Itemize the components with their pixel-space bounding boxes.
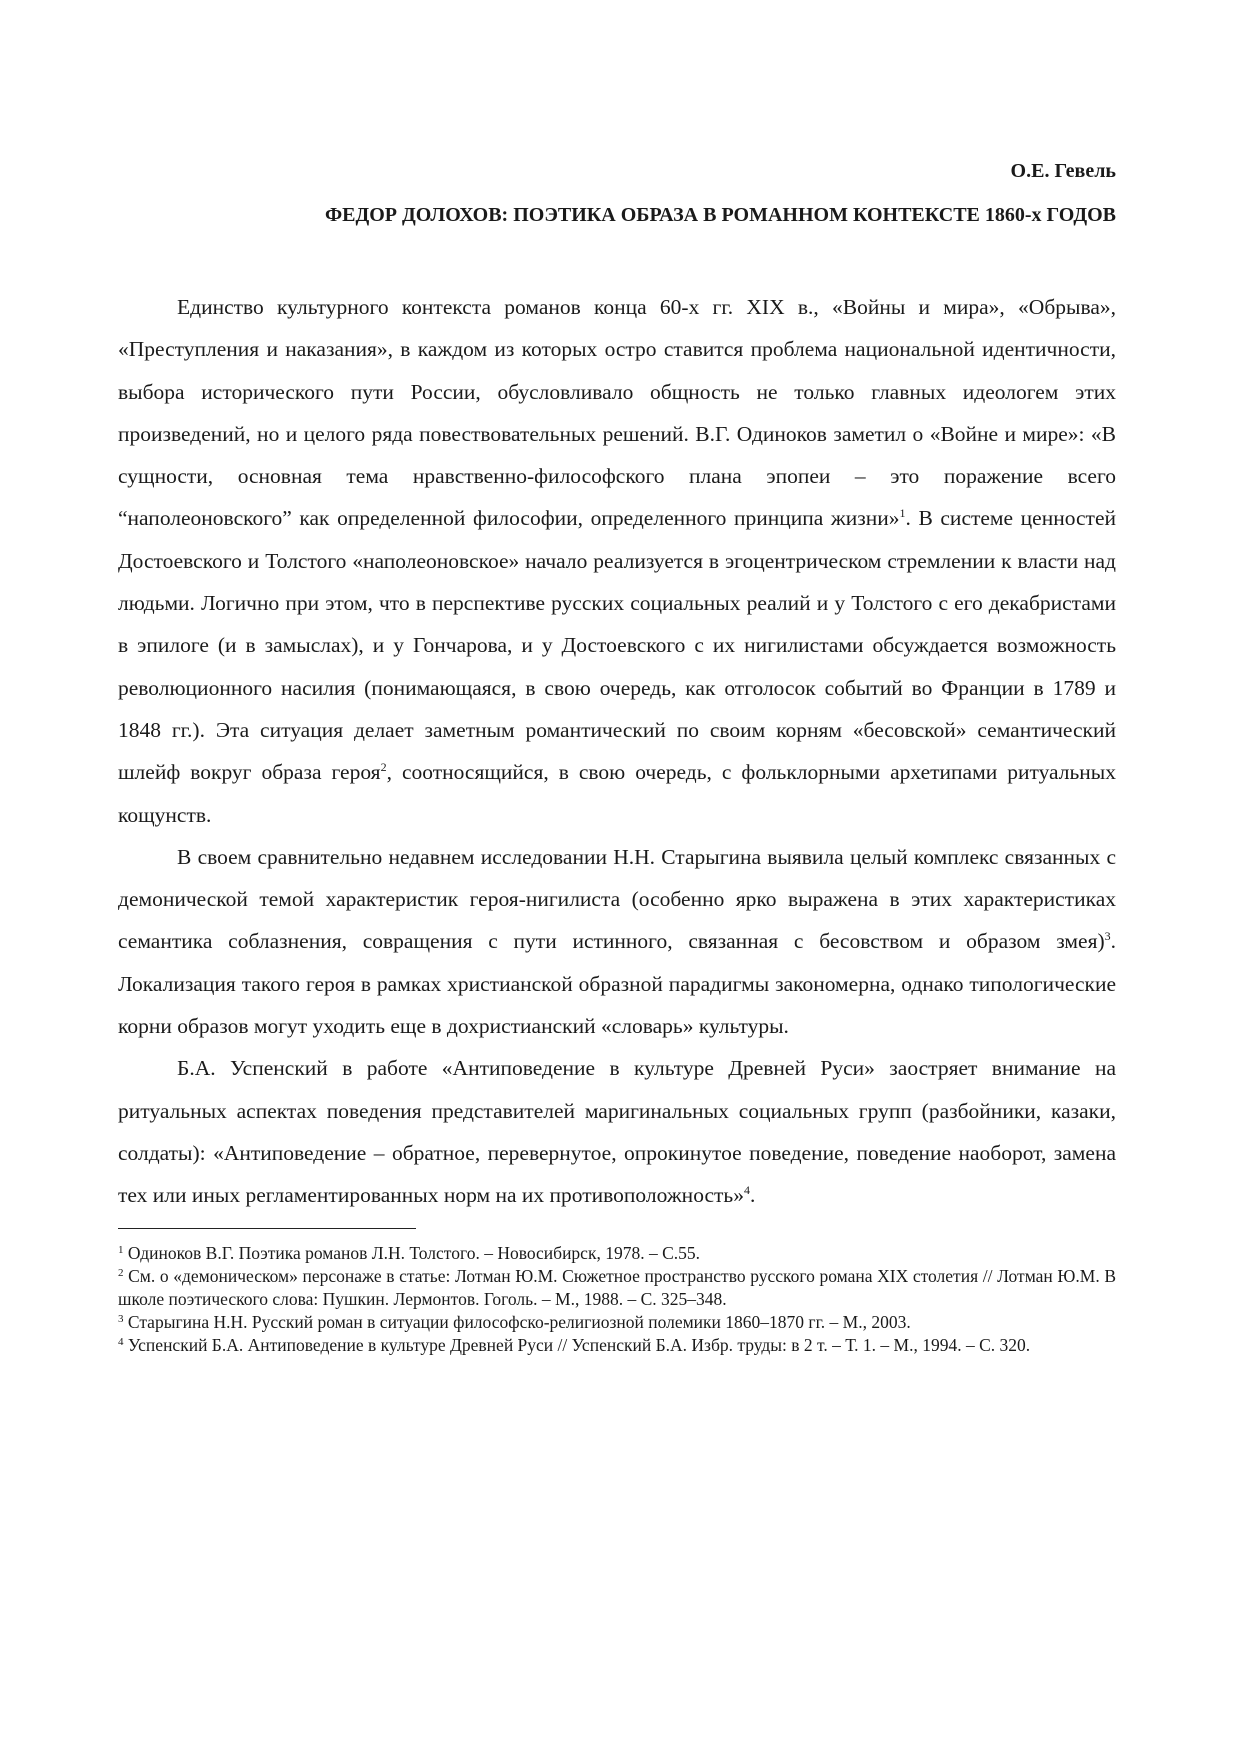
footnote-text: См. о «демоническом» персонаже в статье: Лотман Ю.М. Сюжетное пространство русского романа XIX столетия // Лотман Ю.М. В школе поэтического слова: Пушкин. Лермонтов. Гоголь. – М., 1988. – С. 325–348. [118, 1266, 1116, 1309]
footnote-separator [118, 1228, 416, 1229]
article-title: ФЕДОР ДОЛОХОВ: ПОЭТИКА ОБРАЗА В РОМАННОМ КОНТЕКСТЕ 1860-х ГОДОВ [324, 204, 1116, 226]
footnote-ref: 4 [743, 1183, 750, 1198]
paragraph-text: . В системе ценностей Достоевского и Толстого «наполеоновское» начало реализуется в эгоцентрическом стремлении к власти над людьми. Логично при этом, что в перспективе русских социальных реалий и у Толстого с его декабристами в эпилоге (и в замыслах), и у Гончарова, и у Достоевского с их нигилистами обсуждается возможность революционного насилия (понимающаяся, в свою очередь, как отголосок событий во Франции в 1789 и 1848 гг.). Эта ситуация делает заметным романтический по своим корням «бесовской» семантический шлейф вокруг образа героя [118, 506, 1116, 785]
paragraph [118, 286, 1116, 836]
footnote-mark: 4 [118, 1336, 124, 1348]
footnote-ref: 2 [380, 760, 387, 775]
footnote-text: Одиноков В.Г. Поэтика романов Л.Н. Толстого. – Новосибирск, 1978. – С.55. [123, 1243, 701, 1263]
paragraph-text: Б.А. Успенский в работе «Антиповедение в культуре Древней Руси» заостряет внимание на ритуальных аспектах поведения представителей маригинальных социальных групп (разбойники, казаки, солдаты): «Антиповедение – обратное, перевернутое, опрокинутое поведение, поведение наоборот, замена тех или иных регламентированных норм на их противоположность» [118, 1056, 1116, 1208]
footnote-ref: 3 [1104, 929, 1111, 944]
paragraph-text: . Локализация такого героя в рамках христианской образной парадигмы закономерна, однако типологические корни образов могут уходить еще в дохристианский «словарь» культуры. [118, 929, 1116, 1039]
author-name: О.Е. Гевель [1010, 160, 1116, 182]
footnote-mark: 2 [118, 1267, 124, 1279]
footnote [118, 1311, 1116, 1334]
footnote-mark: 1 [118, 1244, 124, 1256]
paragraph-text: , соотносящийся, в свою очередь, с фольклорными архетипами ритуальных кощунств. [118, 760, 1116, 827]
footnotes [118, 1242, 1116, 1357]
footnote-ref: 1 [899, 506, 906, 521]
footnote-mark: 3 [118, 1313, 124, 1325]
footnote-text: Успенский Б.А. Антиповедение в культуре Древней Руси // Успенский Б.А. Избр. труды: в 2 т. – Т. 1. – М., 1994. – С. 320. [123, 1335, 1031, 1355]
footnote [118, 1265, 1116, 1311]
paragraph [118, 836, 1116, 1047]
paragraph-text: . [749, 1183, 756, 1208]
footnote-text: Старыгина Н.Н. Русский роман в ситуации философско-религиозной полемики 1860–1870 гг. – М., 2003. [123, 1312, 911, 1332]
article-body [118, 286, 1116, 1217]
footnote [118, 1334, 1116, 1357]
paragraph [118, 1047, 1116, 1216]
paragraph-text: Единство культурного контекста романов конца 60-х гг. XIX в., «Войны и мира», «Обрыва», «Преступления и наказания», в каждом из которых остро ставится проблема национальной идентичности, выбора исторического пути России, обусловливало общность не только главных идеологем этих произведений, но и целого ряда повествовательных решений. В.Г. Одиноков заметил о «Войне и мире»: «В сущности, основная тема нравственно-философского плана эпопеи – это поражение всего “наполеоновского” как определенной философии, определенного принципа жизни» [118, 295, 1116, 531]
paragraph-text: В своем сравнительно недавнем исследовании Н.Н. Старыгина выявила целый комплекс связанных с демонической темой характеристик героя-нигилиста (особенно ярко выражена в этих характеристиках семантика соблазнения, совращения с пути истинного, связанная с бесовством и образом змея) [118, 844, 1116, 954]
footnote [118, 1242, 1116, 1265]
